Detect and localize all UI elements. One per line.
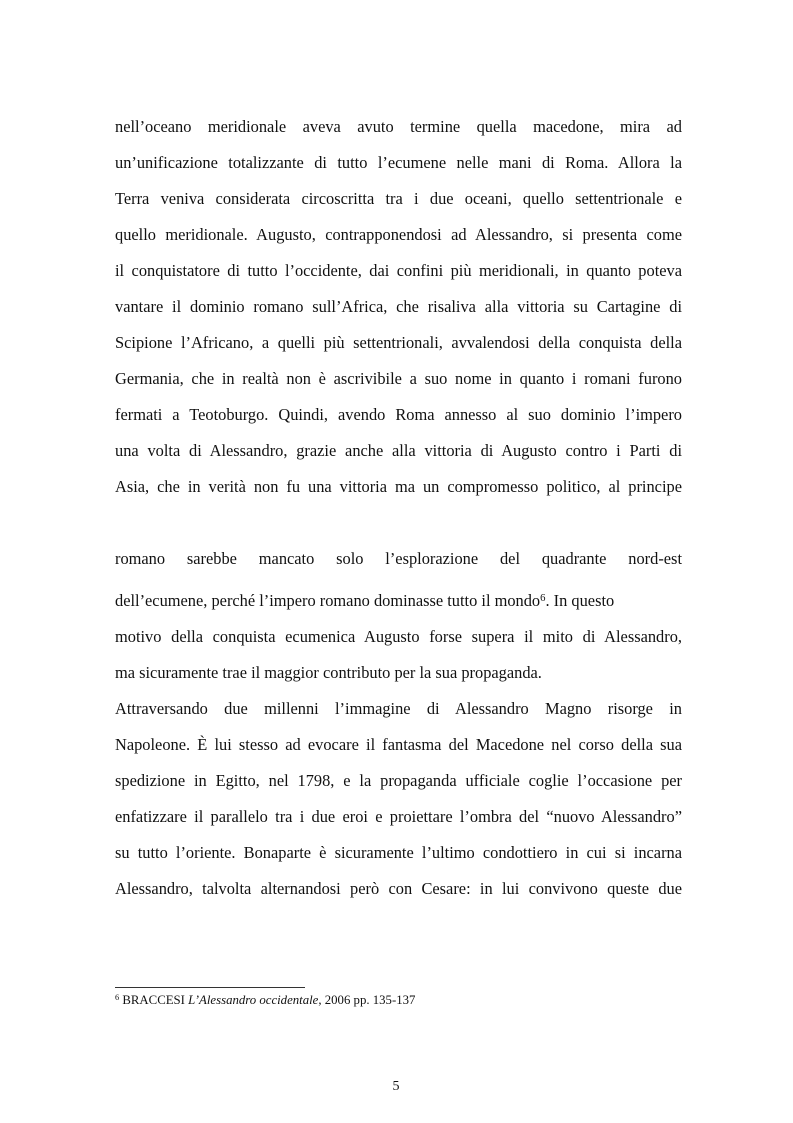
body-line: il conquistatore di tutto l’occidente, dai confini più meridionali, in quanto poteva bbox=[115, 261, 682, 280]
footnote bbox=[115, 992, 415, 1008]
footnote-number: 6 bbox=[115, 992, 120, 1002]
body-line: Scipione l’Africano, a quelli più settentrionali, avvalendosi della conquista della bbox=[115, 333, 682, 352]
body-line: vantare il dominio romano sull’Africa, che risaliva alla vittoria su Cartagine di bbox=[115, 297, 682, 316]
body-line: romano sarebbe mancato solo l’esplorazione del quadrante nord-est bbox=[115, 549, 682, 568]
body-line: Germania, che in realtà non è ascrivibile a suo nome in quanto i romani furono bbox=[115, 369, 682, 388]
body-line: Napoleone. È lui stesso ad evocare il fantasma del Macedone nel corso della sua bbox=[115, 735, 682, 754]
footnote-author: BRACCESI bbox=[122, 993, 185, 1007]
body-line: un’unificazione totalizzante di tutto l’ecumene nelle mani di Roma. Allora la bbox=[115, 153, 682, 172]
body-line: enfatizzare il parallelo tra i due eroi e proiettare l’ombra del “nuovo Alessandro” bbox=[115, 807, 682, 826]
footnote-divider bbox=[115, 987, 305, 988]
footnote-details: , 2006 pp. 135-137 bbox=[318, 993, 416, 1007]
body-line-with-footnote-ref bbox=[115, 589, 682, 613]
body-line: spedizione in Egitto, nel 1798, e la propaganda ufficiale coglie l’occasione per bbox=[115, 771, 682, 790]
body-line: su tutto l’oriente. Bonaparte è sicuramente l’ultimo condottiero in cui si incarna bbox=[115, 843, 682, 862]
body-line-continuation: . In questo bbox=[545, 591, 615, 610]
footnote-reference[interactable]: 6 bbox=[540, 592, 546, 604]
body-line: Asia, che in verità non fu una vittoria ma un compromesso politico, al principe bbox=[115, 477, 682, 496]
body-line: quello meridionale. Augusto, contrapponendosi ad Alessandro, si presenta come bbox=[115, 225, 682, 244]
footnote-title: L’Alessandro occidentale bbox=[188, 993, 319, 1007]
body-line: una volta di Alessandro, grazie anche alla vittoria di Augusto contro i Parti di bbox=[115, 441, 682, 460]
body-line: Terra veniva considerata circoscritta tra i due oceani, quello settentrionale e bbox=[115, 189, 682, 208]
body-line: dell’ecumene, perché l’impero romano dominasse tutto il mondo bbox=[115, 591, 541, 610]
body-line: motivo della conquista ecumenica Augusto forse supera il mito di Alessandro, bbox=[115, 627, 682, 646]
body-line: Attraversando due millenni l’immagine di Alessandro Magno risorge in bbox=[115, 699, 682, 718]
page-number: 5 bbox=[392, 1079, 400, 1094]
body-line: nell’oceano meridionale aveva avuto termine quella macedone, mira ad bbox=[115, 117, 682, 136]
body-line: ma sicuramente trae il maggior contributo per la sua propaganda. bbox=[115, 663, 542, 682]
body-line: fermati a Teotoburgo. Quindi, avendo Roma annesso al suo dominio l’impero bbox=[115, 405, 682, 424]
body-line: Alessandro, talvolta alternandosi però con Cesare: in lui convivono queste due bbox=[115, 879, 682, 898]
